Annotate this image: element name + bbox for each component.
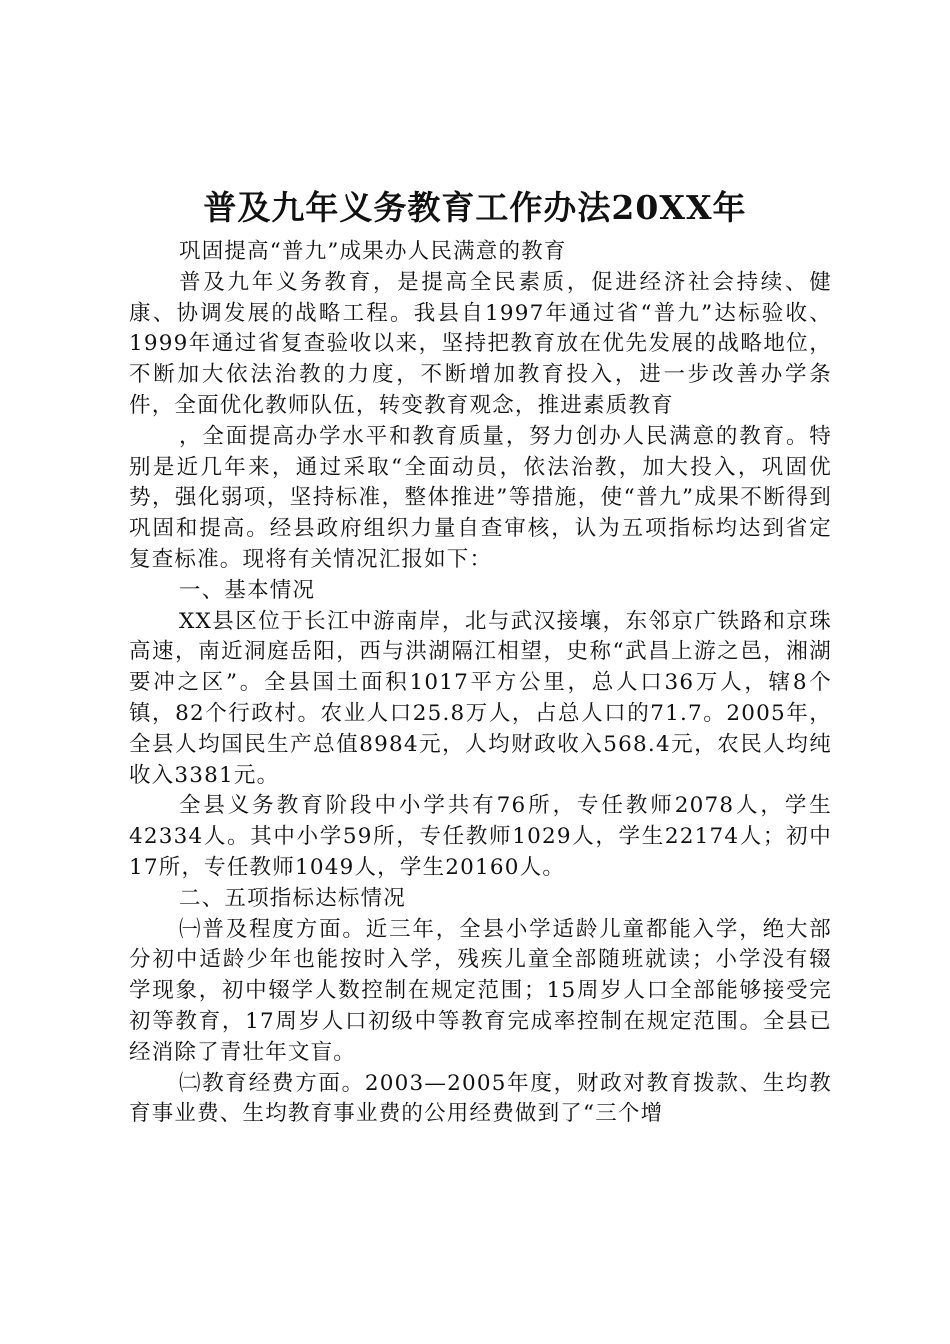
document-title: 普及九年义务教育工作办法20XX年 — [203, 188, 747, 227]
section-heading: 二、五项指标达标情况 — [179, 885, 407, 911]
section-heading: 一、基本情况 — [179, 577, 316, 603]
section-paragraph: 全县义务教育阶段中小学共有76所，专任教师2078人，学生42334人。其中小学59所，专任教师1029人，学生22174人；初中17所，专任教师1049人，学生20160人。 — [129, 793, 832, 880]
section-paragraph: ㈠普及程度方面。近三年，全县小学适龄儿童都能入学，绝大部分初中适龄少年也能按时入学，残疾儿童全部随班就读；小学没有辍学现象，初中辍学人数控制在规定范围；15周岁人口全部能够接受完初等教育，17周岁人口初级中等教育完成率控制在规定范围。全县已经消除了青壮年文盲。 — [129, 916, 832, 1065]
document-body — [129, 237, 832, 1130]
intro-paragraph: 普及九年义务教育，是提高全民素质，促进经济社会持续、健康、协调发展的战略工程。我县自1997年通过省“普九”达标验收、1999年通过省复查验收以来，坚持把教育放在优先发展的战略地位，不断加大依法治教的力度，不断增加教育投入，进一步改善办学条件，全面优化教师队伍，转变教育观念，推进素质教育 — [129, 269, 832, 418]
section-paragraph: XX县区位于长江中游南岸，北与武汉接壤，东邻京广铁路和京珠高速，南近洞庭岳阳，西与洪湖隔江相望，史称“武昌上游之邑，湘湖要冲之区”。全县国土面积1017平方公里，总人口36万人，辖8个镇，82个行政村。农业人口25.8万人，占总人口的71.7。2005年，全县人均国民生产总值8984元，人均财政收入568.4元，农民人均纯收入3381元。 — [129, 608, 832, 788]
document-subtitle: 巩固提高“普九”成果办人民满意的教育 — [179, 239, 567, 264]
intro-paragraph: ，全面提高办学水平和教育质量，努力创办人民满意的教育。特别是近几年来，通过采取“全面动员，依法治教，加大投入，巩固优势，强化弱项，坚持标准，整体推进”等措施，使“普九”成果不断得到巩固和提高。经县政府组织力量自查审核，认为五项指标均达到省定复查标准。现将有关情况汇报如下： — [129, 423, 832, 572]
section-paragraph: ㈡教育经费方面。2003—2005年度，财政对教育拨款、生均教育事业费、生均教育事业费的公用经费做到了“三个增 — [129, 1070, 832, 1127]
